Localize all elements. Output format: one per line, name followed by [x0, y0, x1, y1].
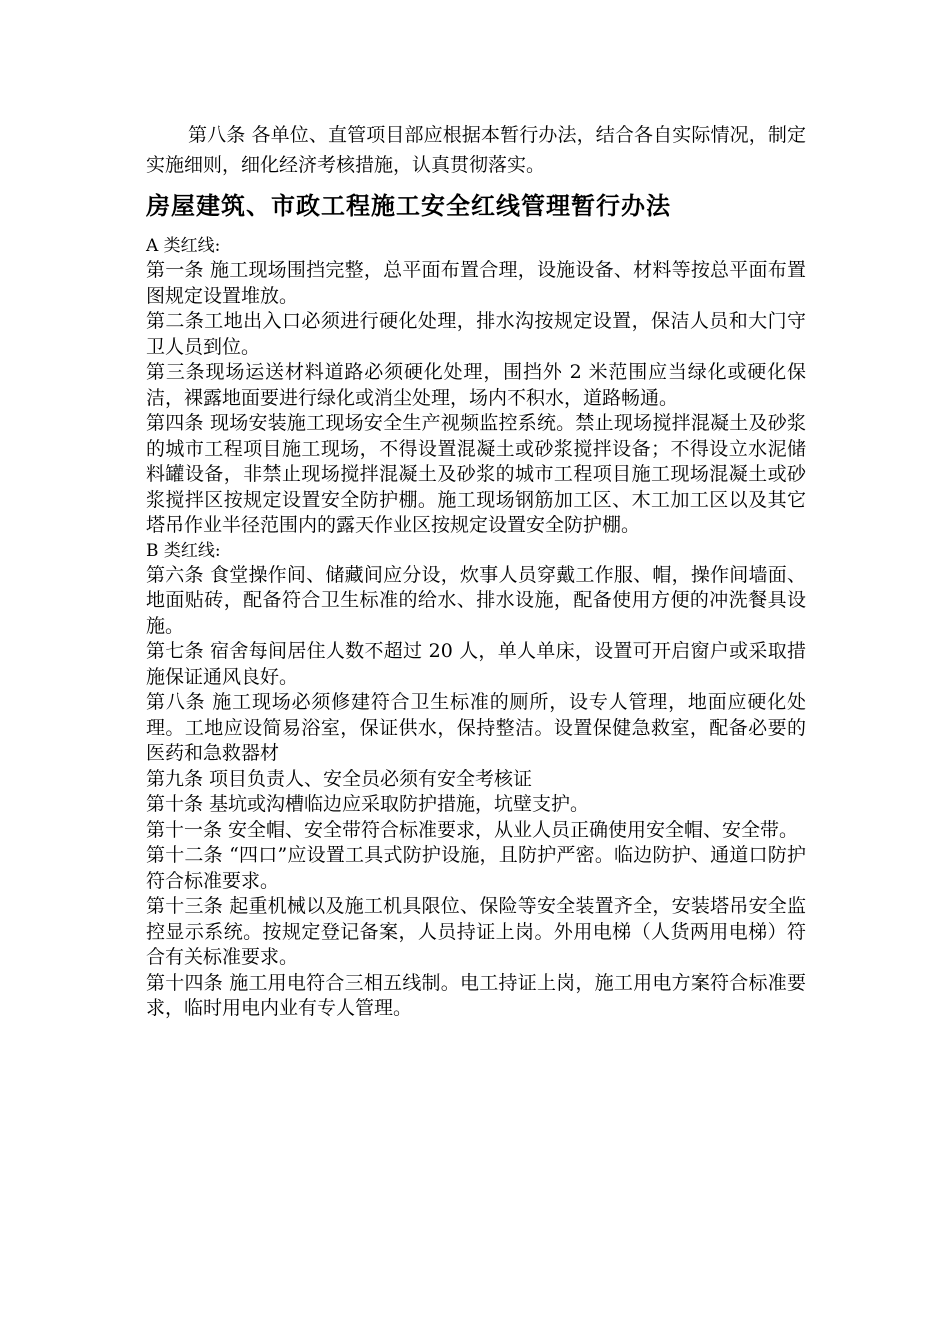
article-13: 第十三条 起重机械以及施工机具限位、保险等安全装置齐全，安装塔吊安全监控显示系统。按规定登记备案，人员持证上岗。外用电梯（人货两用电梯）符合有关标准要求。: [146, 895, 806, 968]
intro-paragraph: 第八条 各单位、直管项目部应根据本暂行办法，结合各自实际情况，制定实施细则，细化经济考核措施，认真贯彻落实。: [146, 124, 806, 176]
article-11: 第十一条 安全帽、安全带符合标准要求，从业人员正确使用安全帽、安全带。: [146, 818, 799, 841]
article-6: 第六条 食堂操作间、储藏间应分设，炊事人员穿戴工作服、帽，操作间墙面、地面贴砖，配备符合卫生标准的给水、排水设施，配备使用方便的冲洗餐具设施。: [146, 563, 806, 637]
article-9: 第九条 项目负责人、安全员必须有安全考核证: [146, 767, 533, 790]
article-2: 第二条工地出入口必须进行硬化处理，排水沟按规定设置，保洁人员和大门守卫人员到位。: [146, 310, 806, 358]
article-8: 第八条 施工现场必须修建符合卫生标准的厕所，设专人管理，地面应硬化处理。工地应设简易浴室，保证供水，保持整洁。设置保健急救室，配备必要的医药和急救器材: [146, 691, 806, 764]
article-3: 第三条现场运送材料道路必须硬化处理，围挡外 2 米范围应当绿化或硬化保洁，裸露地面要进行绿化或消尘处理，场内不积水，道路畅通。: [146, 361, 806, 409]
document-title: 房屋建筑、市政工程施工安全红线管理暂行办法: [146, 192, 671, 220]
article-14: 第十四条 施工用电符合三相五线制。电工持证上岗，施工用电方案符合标准要求，临时用电内业有专人管理。: [146, 971, 806, 1019]
section-b-label: B 类红线:: [146, 540, 221, 561]
section-a: [146, 234, 806, 539]
article-12: 第十二条 “四口”应设置工具式防护设施，且防护严密。临边防护、通道口防护符合标准要求。: [146, 844, 806, 892]
article-10: 第十条 基坑或沟槽临边应采取防护措施，坑壁支护。: [146, 793, 590, 815]
article-4: 第四条 现场安装施工现场安全生产视频监控系统。禁止现场搅拌混凝土及砂浆的城市工程项目施工现场，不得设置混凝土或砂浆搅拌设备；不得设立水泥储料罐设备，非禁止现场搅拌混凝土及砂浆的城市工程项目施工现场混凝土或砂浆搅拌区按规定设置安全防护棚。施工现场钢筋加工区、木工加工区以及其它塔吊作业半径范围内的露天作业区按规定设置安全防护棚。: [146, 412, 806, 536]
section-a-label: A 类红线:: [146, 236, 221, 256]
section-b: [146, 539, 806, 1022]
article-7: 第七条 宿舍每间居住人数不超过 20 人，单人单床，设置可开启窗户或采取措施保证通风良好。: [146, 640, 806, 688]
article-1: 第一条 施工现场围挡完整，总平面布置合理，设施设备、材料等按总平面布置图规定设置堆放。: [146, 259, 806, 307]
document-page: [146, 120, 806, 1022]
